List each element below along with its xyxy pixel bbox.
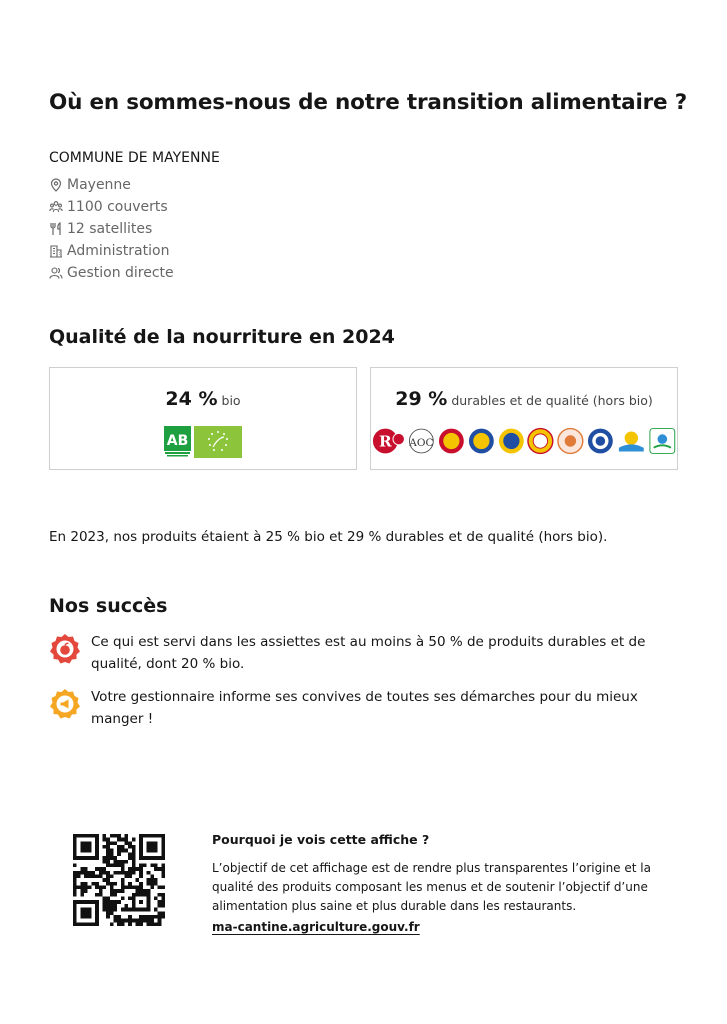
- footer-text: L’objectif de cet affichage est de rendre plus transparentes l’origine et la qualité des produits composant les menus et de soutenir l’objectif d’une alimentation plus saine et plus durable dans les restaurants.: [212, 861, 651, 913]
- utensils-icon: [49, 222, 63, 236]
- aop-logo: [438, 426, 465, 456]
- rup-logo: [587, 426, 614, 456]
- apple-badge-icon: [49, 633, 81, 665]
- megaphone-badge-icon: [49, 688, 81, 720]
- peche-durable-logo: [557, 426, 584, 456]
- qr-code: [73, 834, 165, 926]
- footer-title: Pourquoi je vois cette affiche ?: [212, 832, 430, 847]
- ab-logo: [164, 426, 191, 458]
- success-text: Votre gestionnaire informe ses convives de toutes ses démarches pour du mieux manger !: [91, 689, 638, 727]
- quality-title: Qualité de la nourriture en 2024: [49, 326, 395, 348]
- location-item: [49, 174, 174, 196]
- fermier-logo: [617, 426, 646, 456]
- canteen-info: [49, 174, 174, 284]
- durable-logos: [371, 426, 677, 456]
- footer: [212, 832, 672, 935]
- management-text: Gestion directe: [67, 265, 174, 281]
- covers-item: [49, 196, 174, 218]
- satellites-text: 12 satellites: [67, 221, 153, 237]
- svg-text:R: R: [378, 432, 392, 451]
- successes-title: Nos succès: [49, 595, 168, 617]
- covers-text: 1100 couverts: [67, 199, 168, 215]
- history-text: En 2023, nos produits étaient à 25 % bio et 29 % durables et de qualité (hors bio).: [49, 529, 608, 545]
- aoc-logo: [408, 426, 435, 456]
- success-text: Ce qui est servi dans les assiettes est au moins à 50 % de produits durables et de qualité, dont 20 % bio.: [91, 634, 646, 672]
- organization-name: COMMUNE DE MAYENNE: [49, 150, 220, 166]
- eu-organic-logo: [194, 426, 242, 458]
- svg-text:AB: AB: [166, 433, 189, 449]
- commerce-equitable-logo: [648, 426, 677, 456]
- igp-logo: [468, 426, 495, 456]
- durable-card: [370, 367, 678, 470]
- success-item: [49, 686, 671, 730]
- durable-percentage: 29 %: [395, 388, 448, 410]
- satellites-item: [49, 218, 174, 240]
- location-text: Mayenne: [67, 177, 131, 193]
- page-title: Où en sommes-nous de notre transition alimentaire ?: [49, 90, 687, 115]
- sector-item: [49, 240, 174, 262]
- durable-label: durables et de qualité (hors bio): [451, 393, 653, 408]
- bio-card: [49, 367, 357, 470]
- label-rouge-logo: [371, 426, 405, 456]
- sector-text: Administration: [67, 243, 170, 259]
- bio-percentage: 24 %: [165, 388, 218, 410]
- bio-label: bio: [221, 393, 241, 408]
- svg-text:AOC: AOC: [409, 436, 434, 449]
- stg-logo: [498, 426, 525, 456]
- building-icon: [49, 244, 63, 258]
- success-item: [49, 631, 671, 675]
- hve-logo: [527, 426, 554, 456]
- user-icon: [49, 266, 63, 280]
- people-icon: [49, 200, 63, 214]
- bio-logos: [50, 426, 356, 458]
- map-pin-icon: [49, 178, 63, 192]
- website-link[interactable]: ma-cantine.agriculture.gouv.fr: [212, 920, 420, 934]
- management-item: [49, 262, 174, 284]
